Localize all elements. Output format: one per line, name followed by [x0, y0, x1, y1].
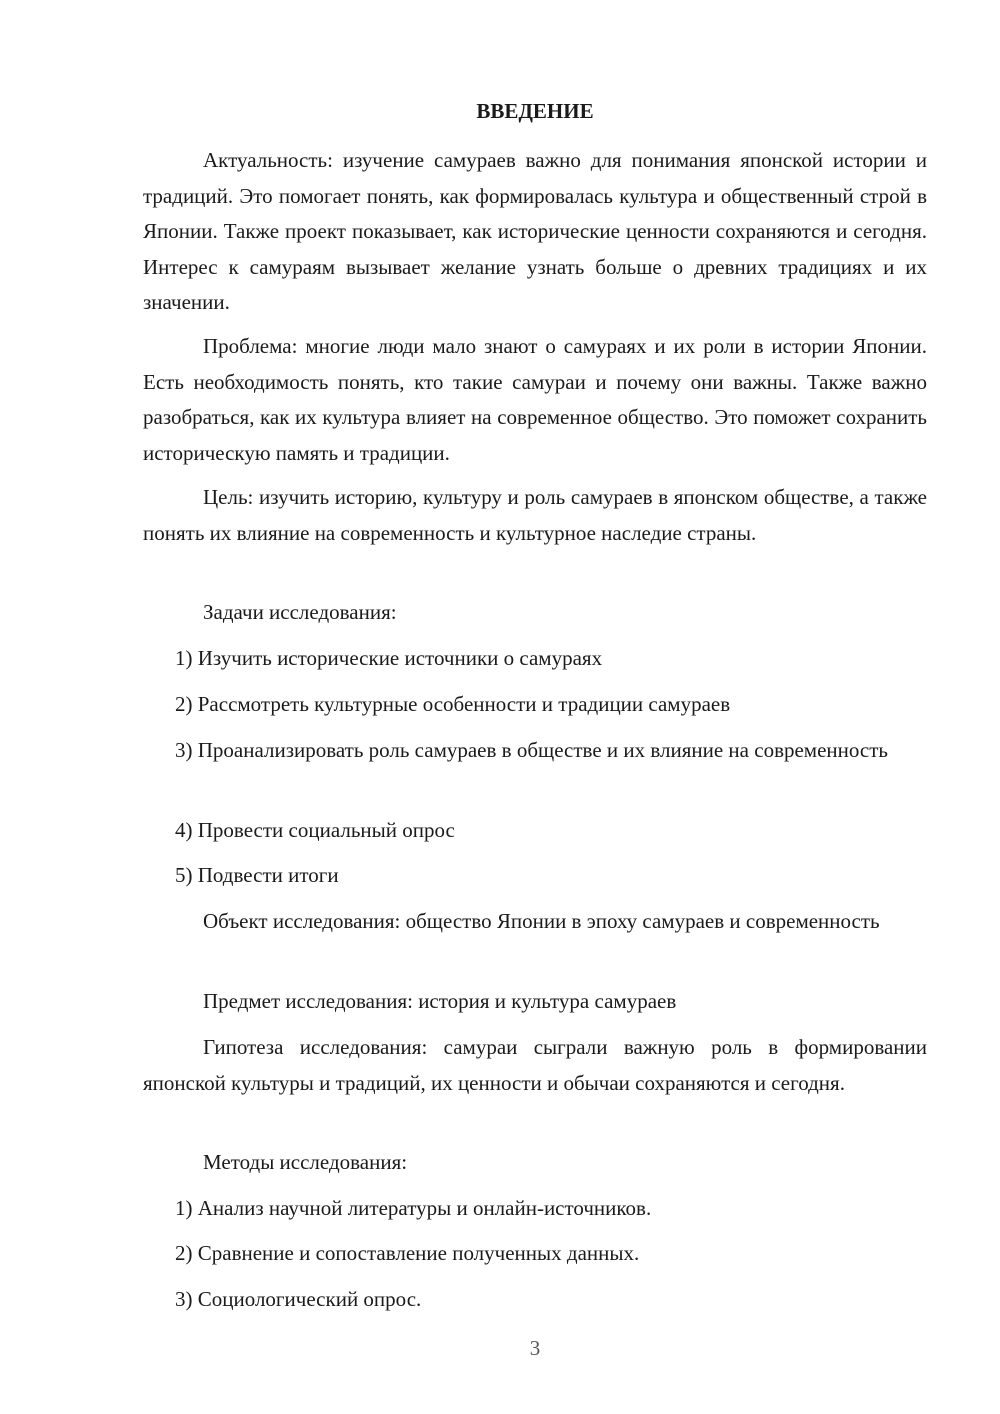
- subject-paragraph: Предмет исследования: история и культура самураев: [203, 989, 677, 1013]
- task-item: 3) Проанализировать роль самураев в обществе и их влияние на современность: [175, 738, 888, 762]
- methods-heading: Методы исследования:: [203, 1150, 408, 1174]
- task-item: 5) Подвести итоги: [175, 863, 339, 887]
- method-item: 1) Анализ научной литературы и онлайн-источников.: [175, 1196, 652, 1220]
- relevance-paragraph: Актуальность: изучение самураев важно для понимания японской истории и традиций. Это помогает понять, как формировалась культура и общественный строй в Японии. Также проект показывает, как исторические ценности сохраняются и сегодня. Интерес к самураям вызывает желание узнать больше о древних традициях и их значении.: [143, 148, 927, 314]
- problem-paragraph: Проблема: многие люди мало знают о самураях и их роли в истории Японии. Есть необходимость понять, кто такие самураи и почему они важны. Также важно разобраться, как их культура влияет на современное общество. Это поможет сохранить историческую память и традиции.: [143, 334, 927, 465]
- task-item: 1) Изучить исторические источники о самураях: [175, 646, 603, 670]
- page-title: ВВЕДЕНИЕ: [476, 99, 594, 123]
- method-item: 2) Сравнение и сопоставление полученных данных.: [175, 1241, 640, 1265]
- hypothesis-paragraph: Гипотеза исследования: самураи сыграли важную роль в формировании японской культуры и традиций, их ценности и обычаи сохраняются и сегодня.: [143, 1035, 927, 1095]
- object-paragraph: Объект исследования: общество Японии в эпоху самураев и современность: [203, 909, 880, 933]
- goal-paragraph: Цель: изучить историю, культуру и роль самураев в японском обществе, а также понять их влияние на современность и культурное наследие страны.: [143, 485, 927, 545]
- method-item: 3) Социологический опрос.: [175, 1287, 422, 1311]
- task-item: 4) Провести социальный опрос: [175, 818, 455, 842]
- tasks-heading: Задачи исследования:: [203, 600, 397, 624]
- task-item: 2) Рассмотреть культурные особенности и традиции самураев: [175, 692, 731, 716]
- page-number: 3: [529, 1336, 541, 1360]
- document-page: [143, 0, 927, 1414]
